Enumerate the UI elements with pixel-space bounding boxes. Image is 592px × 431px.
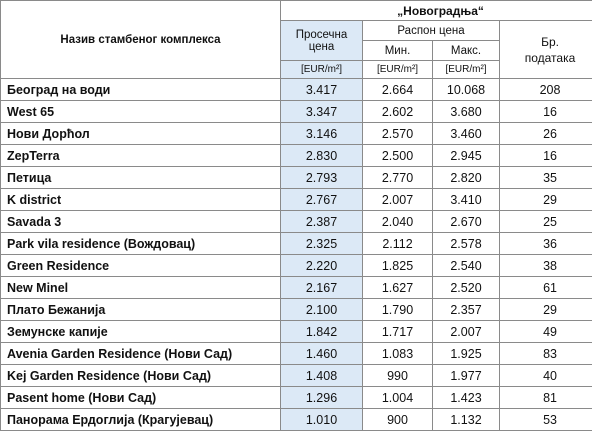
average-price-cell: 3.417 [281, 79, 363, 101]
average-price-cell: 2.100 [281, 299, 363, 321]
max-price-cell: 2.540 [433, 255, 500, 277]
count-header [500, 21, 592, 79]
count-cell: 35 [500, 167, 592, 189]
count-cell: 208 [500, 79, 592, 101]
price-range-header: Распон цена [363, 21, 500, 41]
min-price-cell: 2.007 [363, 189, 433, 211]
table-row [1, 387, 592, 409]
count-cell: 16 [500, 145, 592, 167]
max-price-cell: 2.820 [433, 167, 500, 189]
count-cell: 53 [500, 409, 592, 431]
min-price-cell: 1.083 [363, 343, 433, 365]
max-price-cell: 2.357 [433, 299, 500, 321]
count-cell: 81 [500, 387, 592, 409]
max-price-cell: 2.578 [433, 233, 500, 255]
table-row [1, 123, 592, 145]
complex-name-cell: Плато Бежанија [1, 299, 281, 321]
max-price-cell: 3.680 [433, 101, 500, 123]
min-price-cell: 1.004 [363, 387, 433, 409]
max-price-cell: 1.925 [433, 343, 500, 365]
average-price-cell: 2.767 [281, 189, 363, 211]
average-price-cell: 2.325 [281, 233, 363, 255]
complex-name-cell: Нови Дорћол [1, 123, 281, 145]
complex-name-cell: Kej Garden Residence (Нови Сад) [1, 365, 281, 387]
average-price-header-line1: Просечна [281, 29, 362, 41]
min-price-cell: 1.627 [363, 277, 433, 299]
average-unit-label: [EUR/m²] [281, 61, 363, 79]
min-price-cell: 2.112 [363, 233, 433, 255]
max-price-cell: 1.423 [433, 387, 500, 409]
complex-name-cell: Pasent home (Нови Сад) [1, 387, 281, 409]
table-row [1, 299, 592, 321]
average-price-cell: 1.408 [281, 365, 363, 387]
table-row [1, 101, 592, 123]
max-price-cell: 1.132 [433, 409, 500, 431]
table-row [1, 189, 592, 211]
max-price-cell: 2.007 [433, 321, 500, 343]
count-cell: 25 [500, 211, 592, 233]
min-price-cell: 2.500 [363, 145, 433, 167]
min-price-cell: 1.717 [363, 321, 433, 343]
min-price-cell: 2.040 [363, 211, 433, 233]
average-price-cell: 2.830 [281, 145, 363, 167]
count-cell: 16 [500, 101, 592, 123]
count-cell: 26 [500, 123, 592, 145]
count-cell: 40 [500, 365, 592, 387]
average-price-header-line2: цена [281, 41, 362, 53]
max-price-cell: 3.460 [433, 123, 500, 145]
average-price-cell: 2.167 [281, 277, 363, 299]
max-price-header: Макс. [433, 41, 500, 61]
complex-name-cell: Панорама Ердоглија (Крагујевац) [1, 409, 281, 431]
average-price-cell: 3.347 [281, 101, 363, 123]
max-price-cell: 2.520 [433, 277, 500, 299]
count-cell: 36 [500, 233, 592, 255]
complex-name-cell: Београд на води [1, 79, 281, 101]
max-price-cell: 3.410 [433, 189, 500, 211]
complex-name-cell: Петица [1, 167, 281, 189]
complex-name-cell: ZepTerra [1, 145, 281, 167]
complex-name-cell: New Minel [1, 277, 281, 299]
category-group-header: „Новоградња“ [281, 1, 592, 21]
complex-name-cell: West 65 [1, 101, 281, 123]
max-price-cell: 2.945 [433, 145, 500, 167]
min-price-cell: 900 [363, 409, 433, 431]
table-row [1, 211, 592, 233]
table-row [1, 321, 592, 343]
table-body [1, 79, 592, 431]
max-price-cell: 2.670 [433, 211, 500, 233]
table-row [1, 409, 592, 431]
average-price-cell: 2.220 [281, 255, 363, 277]
complex-name-cell: Green Residence [1, 255, 281, 277]
average-price-cell: 2.793 [281, 167, 363, 189]
table-row [1, 277, 592, 299]
average-price-cell: 1.010 [281, 409, 363, 431]
count-cell: 38 [500, 255, 592, 277]
complex-name-cell: Avenia Garden Residence (Нови Сад) [1, 343, 281, 365]
min-price-cell: 990 [363, 365, 433, 387]
average-price-header [281, 21, 363, 61]
max-price-cell: 10.068 [433, 79, 500, 101]
count-header-line2: података [500, 50, 592, 66]
min-unit-label: [EUR/m²] [363, 61, 433, 79]
min-price-cell: 1.825 [363, 255, 433, 277]
min-price-header: Мин. [363, 41, 433, 61]
table-row [1, 145, 592, 167]
average-price-cell: 3.146 [281, 123, 363, 145]
min-price-cell: 2.602 [363, 101, 433, 123]
average-price-cell: 1.842 [281, 321, 363, 343]
count-cell: 49 [500, 321, 592, 343]
average-price-cell: 2.387 [281, 211, 363, 233]
complex-name-cell: K district [1, 189, 281, 211]
table-row [1, 365, 592, 387]
complex-name-cell: Земунске капије [1, 321, 281, 343]
max-price-cell: 1.977 [433, 365, 500, 387]
min-price-cell: 2.770 [363, 167, 433, 189]
count-cell: 83 [500, 343, 592, 365]
table-row [1, 79, 592, 101]
min-price-cell: 2.664 [363, 79, 433, 101]
table-row [1, 233, 592, 255]
table-row [1, 255, 592, 277]
table-row [1, 167, 592, 189]
count-header-line1: Бр. [500, 34, 592, 50]
complex-name-cell: Savada 3 [1, 211, 281, 233]
average-price-cell: 1.460 [281, 343, 363, 365]
count-cell: 29 [500, 299, 592, 321]
count-cell: 61 [500, 277, 592, 299]
min-price-cell: 2.570 [363, 123, 433, 145]
count-cell: 29 [500, 189, 592, 211]
complex-name-header: Назив стамбеног комплекса [1, 1, 281, 79]
max-unit-label: [EUR/m²] [433, 61, 500, 79]
average-price-cell: 1.296 [281, 387, 363, 409]
table-row [1, 343, 592, 365]
complex-name-cell: Park vila residence (Вождовац) [1, 233, 281, 255]
min-price-cell: 1.790 [363, 299, 433, 321]
